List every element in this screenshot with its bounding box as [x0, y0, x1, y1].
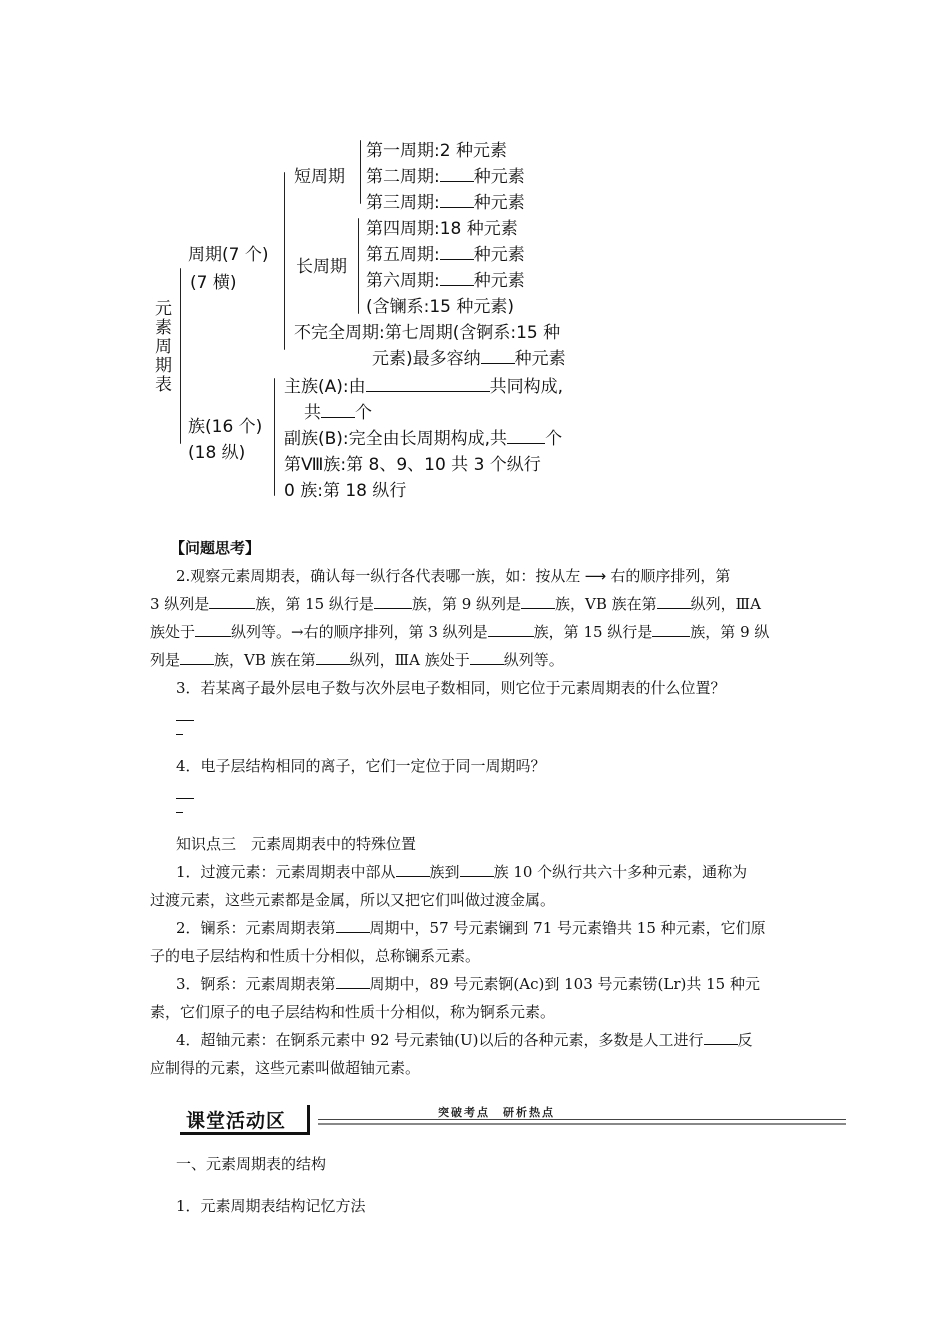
question-heading: 【问题思考】	[170, 539, 261, 557]
q4-answer-blank	[176, 798, 194, 799]
lanthanide-note: (含镧系:15 种元素)	[366, 297, 515, 317]
q2-line-1: 2.观察元素周期表，确认每一纵行各代表哪一族，如：按从左 ⟶ 右的顺序排列，第	[176, 562, 730, 590]
groups-brace	[274, 378, 275, 496]
group-zero: 0 族:第 18 纵行	[284, 481, 407, 501]
banner-rule	[318, 1119, 846, 1120]
k3-p1-line-2: 过渡元素，这些元素都是金属，所以又把它们叫做过渡金属。	[150, 891, 556, 909]
section1-sub: 1．元素周期表结构记忆方法	[176, 1197, 366, 1215]
short-period-label: 短周期	[294, 167, 345, 187]
k3-p3-line-2: 素，它们原子的电子层结构和性质十分相似，称为锕系元素。	[150, 1003, 556, 1021]
long-period-label: 长周期	[296, 257, 347, 277]
main-group: 主族(A):由 共同构成,	[284, 377, 564, 397]
incomplete-period-2: 元素)最多容纳 种元素	[372, 349, 566, 369]
group-viii: 第Ⅷ族:第 8、9、10 共 3 个纵行	[284, 455, 541, 475]
q2-line-3: 族处于 纵列等。→右的顺序排列，第 3 纵列是 族，第 15 纵行是 族，第 9 纵	[150, 623, 770, 641]
banner-rule-thick	[318, 1123, 846, 1125]
knowledge3-heading: 知识点三 元素周期表中的特殊位置	[176, 835, 417, 853]
groups-label-2: (18 纵)	[188, 443, 246, 463]
root-label: 元素周期表	[155, 299, 172, 395]
q2-line-2: 3 纵列是 族，第 15 纵行是 族，第 9 纵列是 族，ⅤB 族在第 纵列，ⅢA	[150, 595, 761, 613]
root-brace	[180, 268, 181, 444]
sub-group: 副族(B):完全由长周期构成,共 个	[284, 429, 563, 449]
k3-p2-line-2: 子的电子层结构和性质十分相似，总称镧系元素。	[150, 947, 481, 965]
groups-label: 族(16 个)	[188, 417, 263, 437]
long-period-brace	[358, 218, 359, 314]
period-6: 第六周期: 种元素	[366, 271, 525, 291]
period-1: 第一周期:2 种元素	[366, 141, 507, 161]
k3-p3-line-1: 3．锕系：元素周期表第 周期中，89 号元素锕(Ac)到 103 号元素铹(Lr)共 15 种元	[176, 975, 760, 993]
banner-title: 课堂活动区	[186, 1110, 287, 1132]
k3-p4-line-1: 4．超铀元素：在锕系元素中 92 号元素铀(U)以后的各种元素，多数是人工进行 反	[176, 1031, 753, 1049]
k3-p4-line-2: 应制得的元素，这些元素叫做超铀元素。	[150, 1059, 421, 1077]
period-3: 第三周期: 种元素	[366, 193, 525, 213]
section1-heading: 一、元素周期表的结构	[176, 1155, 327, 1173]
short-period-brace	[360, 140, 361, 204]
q2-line-4: 列是 族，ⅤB 族在第 纵列，ⅢA 族处于 纵列等。	[150, 651, 564, 669]
q3-answer-blank-2	[176, 734, 183, 735]
period-4: 第四周期:18 种元素	[366, 219, 518, 239]
k3-p2-line-1: 2．镧系：元素周期表第 周期中，57 号元素镧到 71 号元素镥共 15 种元素，它们原	[176, 919, 766, 937]
periods-brace	[284, 172, 285, 350]
k3-p1-line-1: 1．过渡元素：元素周期表中部从 族到 族 10 个纵行共六十多种元素，通称为	[176, 863, 748, 881]
period-2: 第二周期: 种元素	[366, 167, 525, 187]
arrow-icon: ⟶	[584, 567, 607, 585]
periods-label: 周期(7 个)	[188, 245, 269, 265]
q4-answer-blank-2	[176, 812, 183, 813]
banner-subtitle: 突破考点 研析热点	[438, 1106, 555, 1119]
question-4: 4．电子层结构相同的离子，它们一定位于同一周期吗？	[176, 757, 546, 775]
question-3: 3．若某离子最外层电子数与次外层电子数相同，则它位于元素周期表的什么位置？	[176, 679, 726, 697]
periods-label-2: (7 横)	[190, 273, 237, 293]
incomplete-period: 不完全周期:第七周期(含锕系:15 种	[294, 323, 561, 343]
main-group-2: 共 个	[304, 403, 372, 423]
period-5: 第五周期: 种元素	[366, 245, 525, 265]
q3-answer-blank	[176, 720, 194, 721]
